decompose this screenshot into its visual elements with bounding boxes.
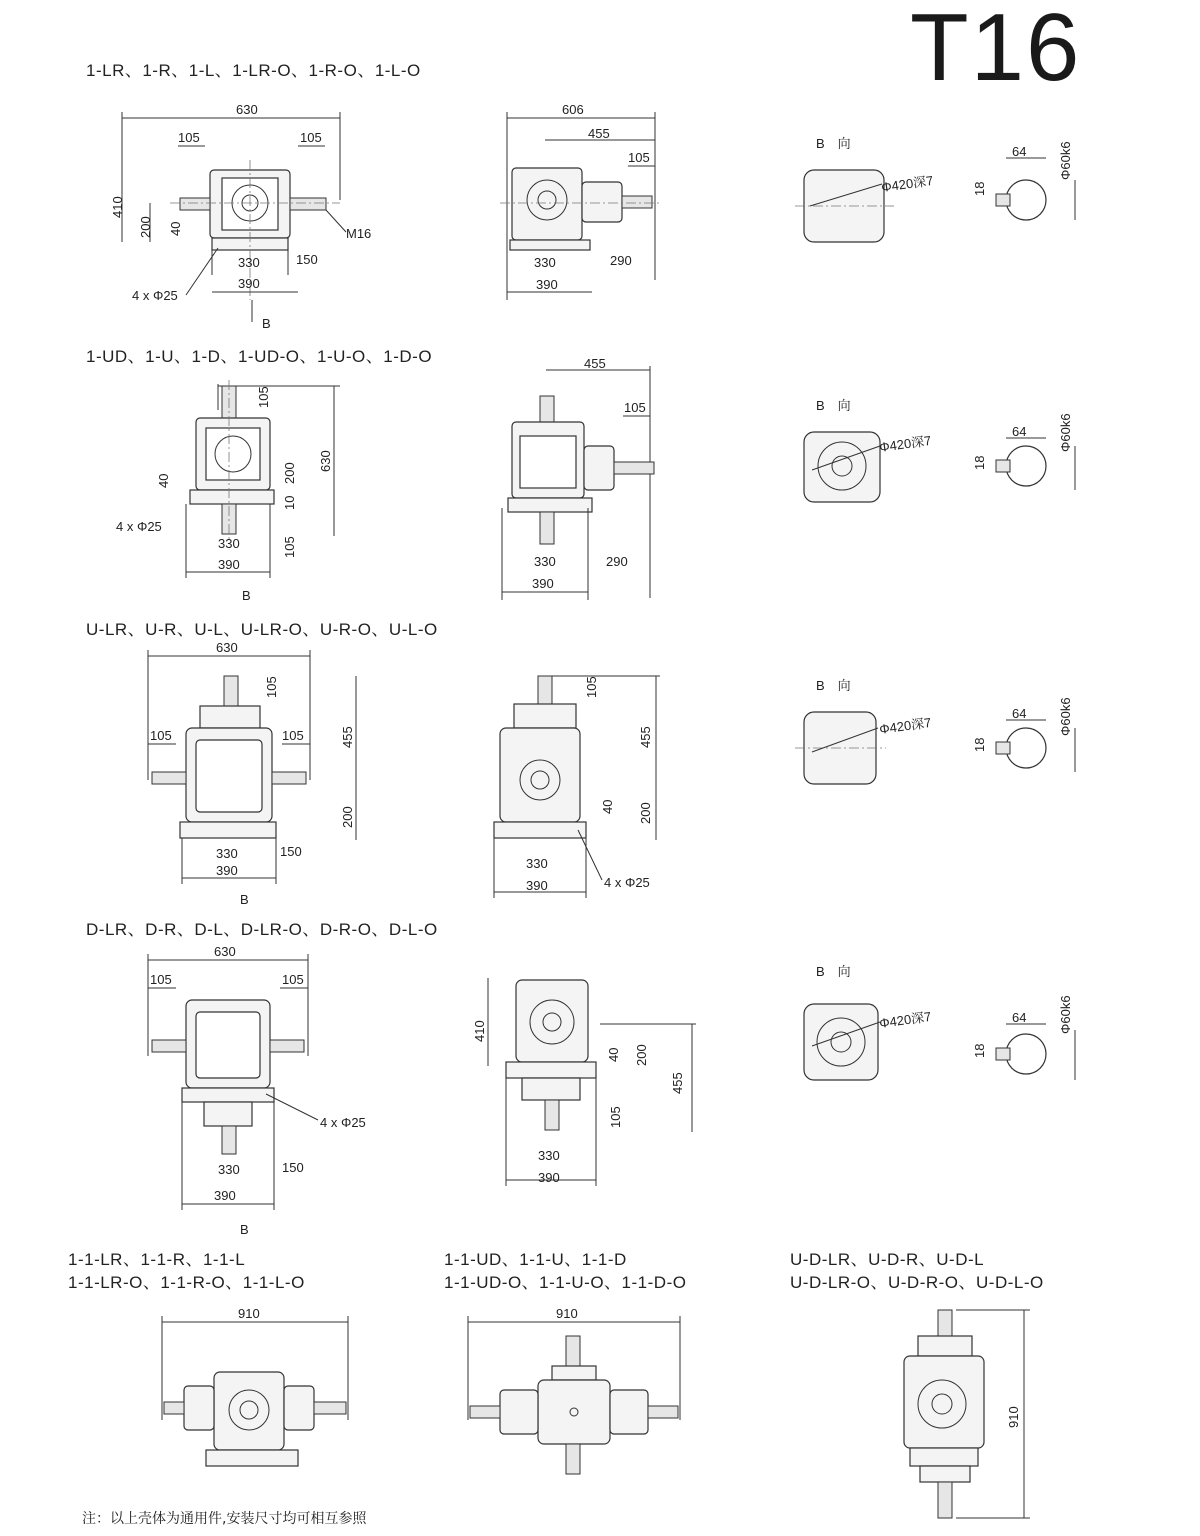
- dim-label: 455: [340, 726, 355, 748]
- section-title-6a: 1-1-UD、1-1-U、1-1-D: [444, 1250, 627, 1269]
- dim-label: 64: [1012, 1010, 1027, 1025]
- dim-label: Φ420深7: [878, 1008, 933, 1031]
- dim-label: 630: [216, 640, 238, 655]
- row5-view-1: [162, 1306, 348, 1466]
- dim-label: 105: [282, 728, 304, 743]
- dim-label: 105: [256, 386, 271, 408]
- section-title-7b: U-D-LR-O、U-D-R-O、U-D-L-O: [790, 1273, 1044, 1292]
- dim-label: 390: [536, 277, 558, 292]
- dim-label: 18: [972, 1043, 987, 1058]
- dim-label: 330: [534, 554, 556, 569]
- view-title: B 向: [816, 678, 851, 693]
- dim-label: 455: [588, 126, 610, 141]
- dim-label: Φ420深7: [878, 432, 933, 455]
- dim-label: 200: [634, 1044, 649, 1066]
- dim-label: Φ420深7: [878, 714, 933, 737]
- row4-b-view: [804, 964, 1075, 1080]
- dim-label: 200: [638, 802, 653, 824]
- dim-label: 455: [584, 356, 606, 371]
- row4-front-view: [148, 944, 366, 1237]
- dim-label: Φ60k6: [1058, 413, 1073, 452]
- dim-label: 390: [532, 576, 554, 591]
- dim-label: 105: [300, 130, 322, 145]
- section-title-2: 1-UD、1-U、1-D、1-UD-O、1-U-O、1-D-O: [86, 347, 433, 366]
- dim-label: 390: [218, 557, 240, 572]
- dim-label: 105: [264, 676, 279, 698]
- row3-front-view: [148, 640, 356, 907]
- dim-label: 330: [218, 536, 240, 551]
- section-title-1: 1-LR、1-R、1-L、1-LR-O、1-R-O、1-L-O: [86, 61, 421, 80]
- dim-label: 40: [168, 221, 183, 236]
- section-title-7a: U-D-LR、U-D-R、U-D-L: [790, 1250, 985, 1269]
- dim-label: 105: [628, 150, 650, 165]
- dim-label: M16: [346, 226, 372, 241]
- dim-label: 390: [238, 276, 260, 291]
- section-title-3: U-LR、U-R、U-L、U-LR-O、U-R-O、U-L-O: [86, 620, 438, 639]
- view-mark: B: [262, 316, 271, 331]
- dim-label: 330: [538, 1148, 560, 1163]
- dim-label: 150: [296, 252, 318, 267]
- section-title-6b: 1-1-UD-O、1-1-U-O、1-1-D-O: [444, 1273, 687, 1292]
- dim-label: 18: [972, 737, 987, 752]
- dim-label: 40: [600, 799, 615, 814]
- dim-label: 630: [318, 450, 333, 472]
- dim-label: 330: [526, 856, 548, 871]
- dim-label: 150: [282, 1160, 304, 1175]
- view-mark: B: [240, 892, 249, 907]
- view-title: B 向: [816, 964, 851, 979]
- row2-b-view: [804, 398, 1075, 502]
- row2-side-view: [502, 356, 654, 600]
- dim-label: 10: [282, 495, 297, 510]
- row2-front-view: [116, 380, 340, 603]
- dim-label: 105: [584, 676, 599, 698]
- dim-label: 290: [610, 253, 632, 268]
- dim-label: 200: [138, 216, 153, 238]
- dim-label: 390: [538, 1170, 560, 1185]
- dim-label: 64: [1012, 144, 1027, 159]
- dim-label: 105: [624, 400, 646, 415]
- dim-label: 200: [282, 462, 297, 484]
- row1-side-view: [500, 102, 660, 300]
- dim-label: 4 x Φ25: [320, 1115, 366, 1130]
- dim-label: 455: [670, 1072, 685, 1094]
- dim-label: 105: [178, 130, 200, 145]
- row3-side-view: [494, 676, 660, 898]
- dim-label: 455: [638, 726, 653, 748]
- dim-label: 910: [238, 1306, 260, 1321]
- dim-label: 40: [156, 473, 171, 488]
- dim-label: 330: [218, 1162, 240, 1177]
- dim-label: 330: [216, 846, 238, 861]
- dim-label: Φ60k6: [1058, 995, 1073, 1034]
- dim-label: 290: [606, 554, 628, 569]
- dim-label: Φ60k6: [1058, 141, 1073, 180]
- dim-label: 105: [608, 1106, 623, 1128]
- row4-side-view: [472, 978, 696, 1186]
- row3-b-view: [795, 678, 1075, 784]
- dim-label: 40: [606, 1047, 621, 1062]
- view-mark: B: [240, 1222, 249, 1237]
- dim-label: 64: [1012, 706, 1027, 721]
- section-title-5a: 1-1-LR、1-1-R、1-1-L: [68, 1250, 246, 1269]
- dim-label: 105: [150, 972, 172, 987]
- dim-label: 330: [238, 255, 260, 270]
- dim-label: Φ60k6: [1058, 697, 1073, 736]
- dim-label: 606: [562, 102, 584, 117]
- dim-label: 105: [282, 972, 304, 987]
- dim-label: 4 x Φ25: [604, 875, 650, 890]
- dim-label: 18: [972, 181, 987, 196]
- dim-label: 910: [1006, 1406, 1021, 1428]
- dim-label: 4 x Φ25: [116, 519, 162, 534]
- dim-label: 390: [216, 863, 238, 878]
- view-title: B 向: [816, 136, 851, 151]
- row1-b-view: [795, 136, 1075, 242]
- dim-label: 410: [110, 196, 125, 218]
- dim-label: 630: [214, 944, 236, 959]
- dim-label: 330: [534, 255, 556, 270]
- dim-label: 105: [150, 728, 172, 743]
- footnote: 注：以上壳体为通用件,安装尺寸均可相互参照: [82, 1511, 367, 1527]
- dim-label: 105: [282, 536, 297, 558]
- view-mark: B: [242, 588, 251, 603]
- dim-label: 18: [972, 455, 987, 470]
- row1-front-view: [110, 102, 371, 331]
- dim-label: 390: [214, 1188, 236, 1203]
- dim-label: 150: [280, 844, 302, 859]
- dim-label: Φ420深7: [880, 172, 935, 195]
- page-title: T16: [910, 0, 1082, 101]
- dim-label: 4 x Φ25: [132, 288, 178, 303]
- row5-view-3: [904, 1310, 1030, 1518]
- dim-label: 630: [236, 102, 258, 117]
- dim-label: 410: [472, 1020, 487, 1042]
- dim-label: 910: [556, 1306, 578, 1321]
- view-title: B 向: [816, 398, 851, 413]
- row5-view-2: [468, 1306, 680, 1474]
- dim-label: 200: [340, 806, 355, 828]
- dim-label: 390: [526, 878, 548, 893]
- dim-label: 64: [1012, 424, 1027, 439]
- section-title-5b: 1-1-LR-O、1-1-R-O、1-1-L-O: [68, 1273, 305, 1292]
- section-title-4: D-LR、D-R、D-L、D-LR-O、D-R-O、D-L-O: [86, 920, 438, 939]
